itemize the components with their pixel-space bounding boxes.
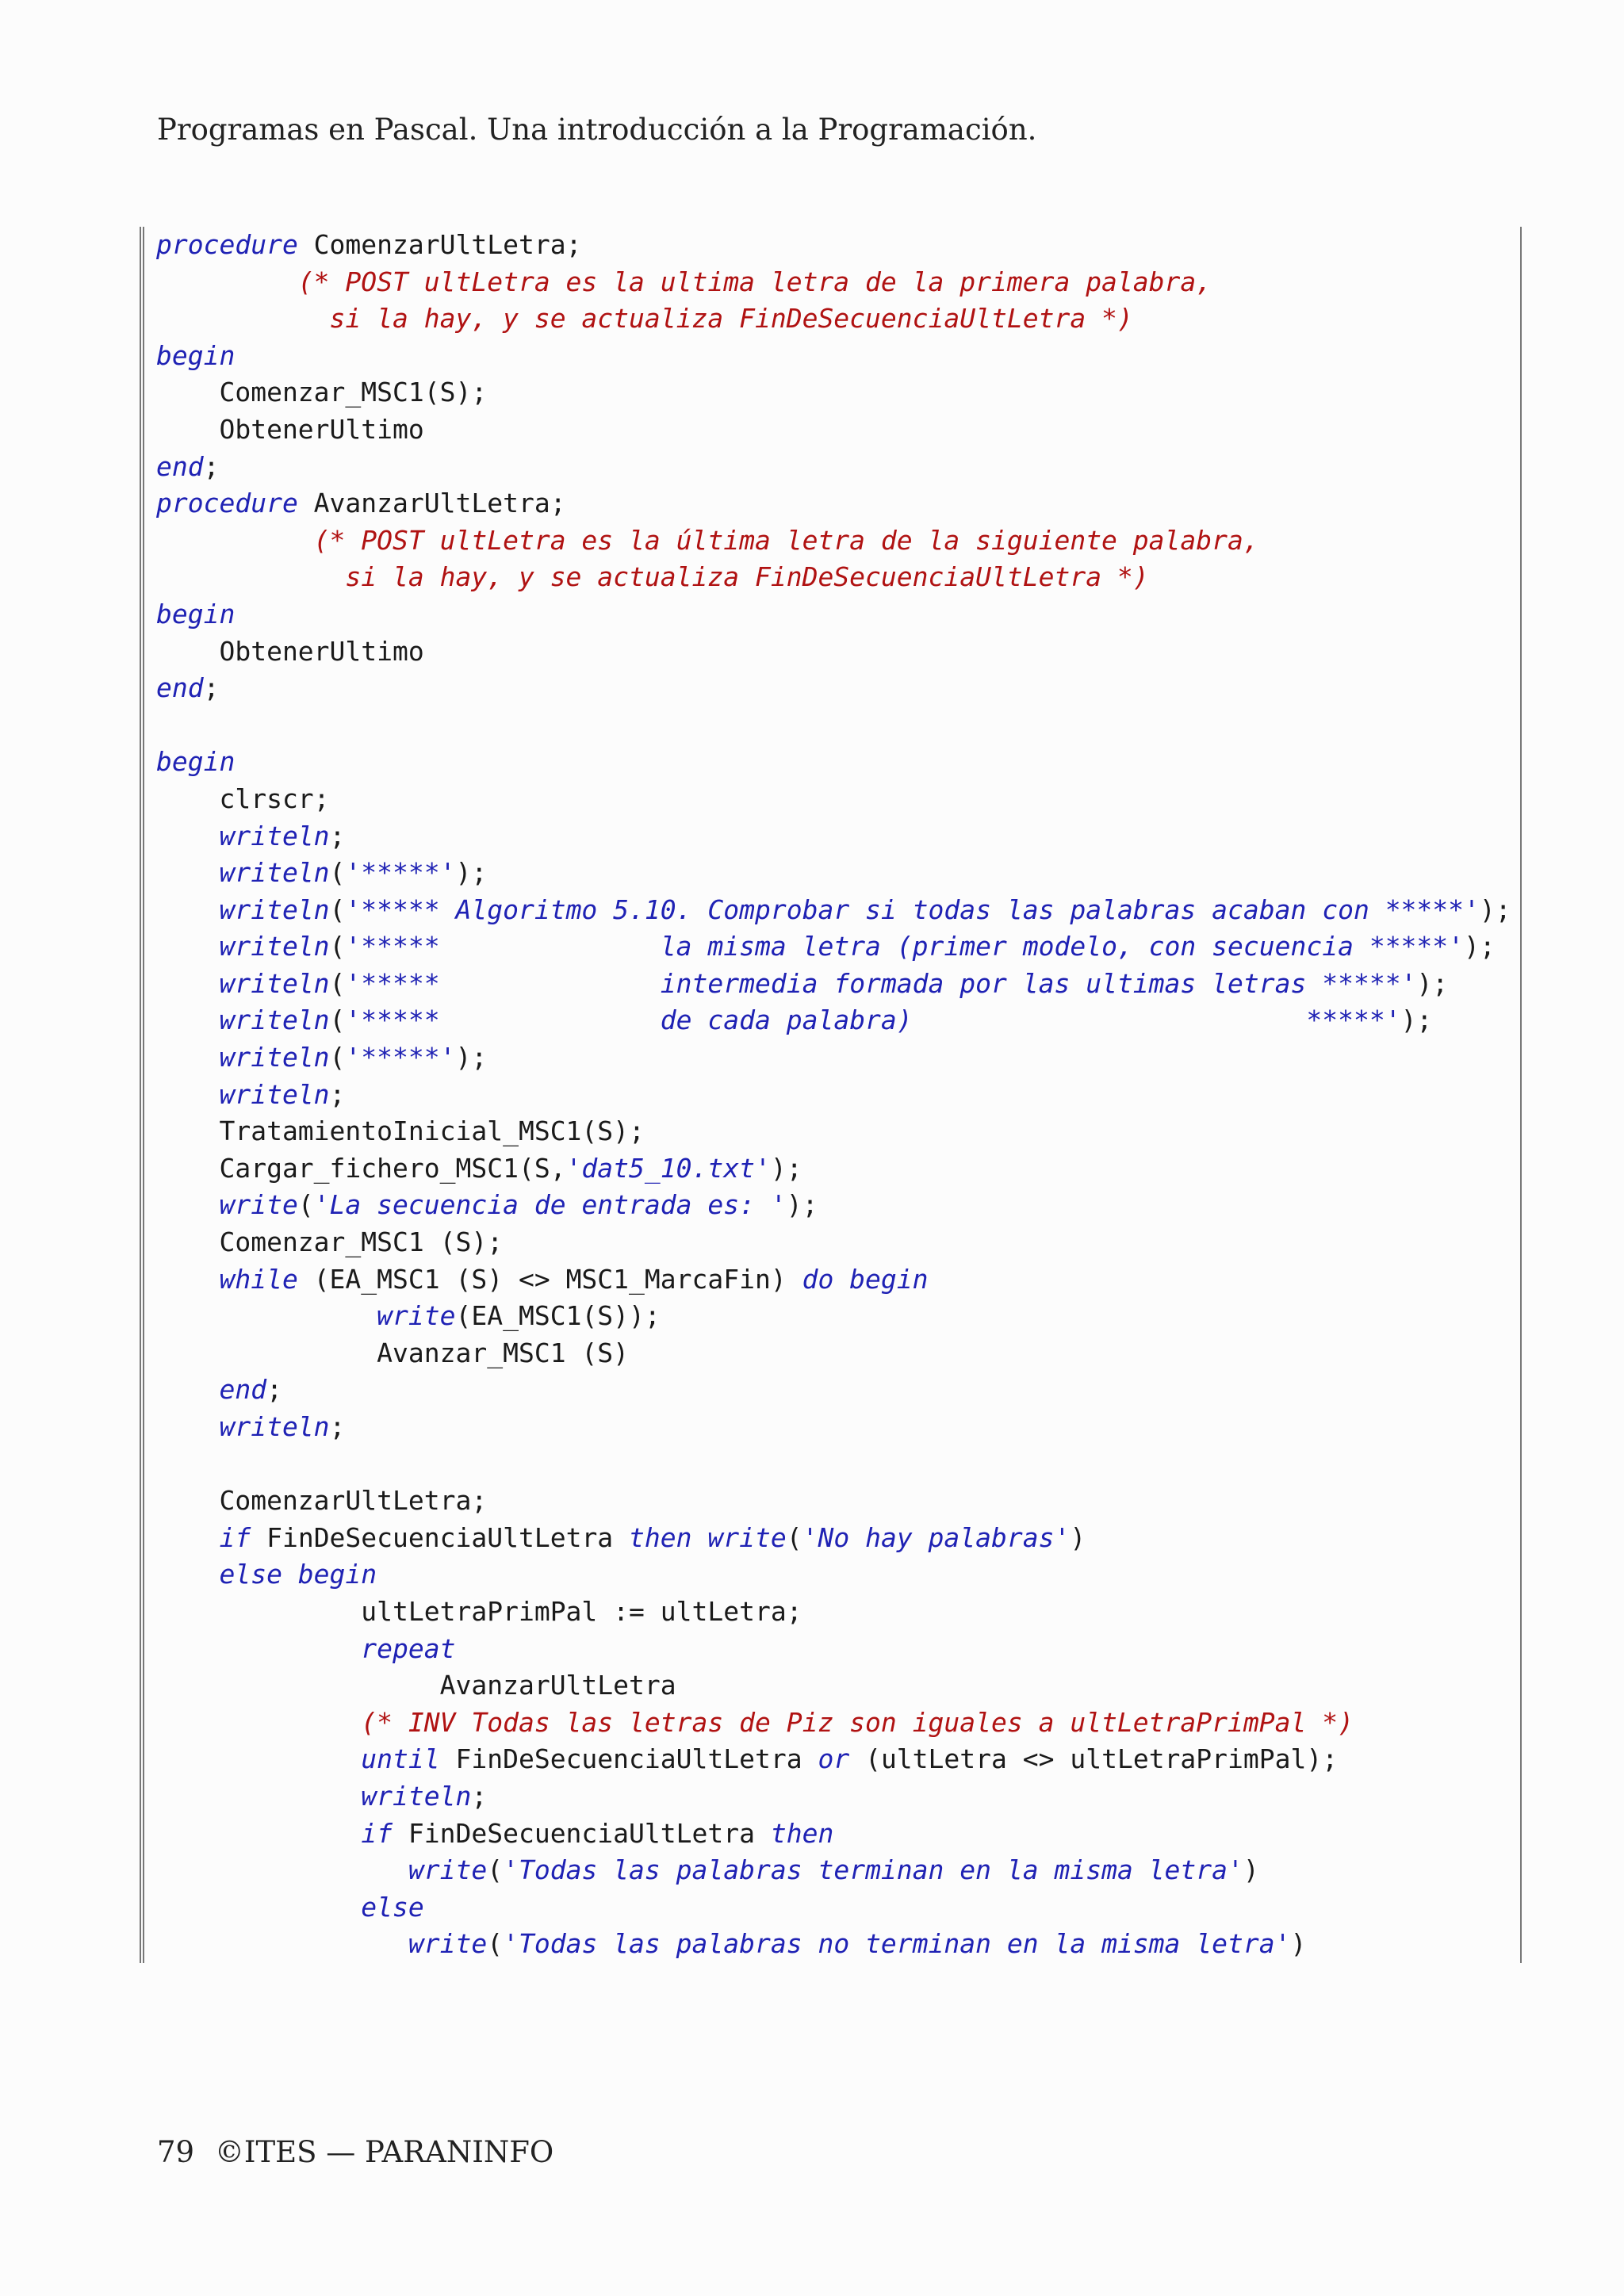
code-text: (EA_MSC1(S));	[455, 1300, 661, 1332]
code-line	[156, 892, 1511, 929]
code-text: Comenzar_MSC1 (S);	[156, 1226, 504, 1258]
code-keyword: begin	[156, 746, 236, 778]
code-string: '*****'	[345, 857, 456, 889]
code-keyword: until	[156, 1743, 440, 1775]
code-text: );	[770, 1152, 802, 1184]
code-line	[156, 781, 1511, 818]
code-keyword: write	[156, 1189, 298, 1221]
code-text: (ultLetra <> ultLetraPrimPal);	[849, 1743, 1339, 1775]
code-line	[156, 264, 1511, 301]
code-keyword: procedure	[156, 229, 298, 260]
code-string: 'Todas las palabras no terminan en la misma letra'	[503, 1928, 1291, 1960]
code-text: );	[455, 1042, 488, 1073]
code-keyword: end	[156, 450, 204, 482]
copyright-notice: ©ITES — PARANINFO	[214, 2135, 554, 2169]
code-text: ;	[266, 1374, 282, 1406]
code-line	[156, 818, 1511, 855]
code-keyword: if	[156, 1521, 251, 1553]
code-line	[156, 1631, 1511, 1668]
code-line	[156, 1889, 1511, 1927]
code-string: '***** Algoritmo 5.10. Comprobar si todas las palabras acaban con *****'	[345, 894, 1480, 925]
code-keyword: end	[156, 1374, 267, 1406]
code-line	[156, 1705, 1511, 1742]
code-line	[156, 1039, 1511, 1077]
code-keyword: end	[156, 672, 204, 704]
code-text: Comenzar_MSC1(S);	[156, 377, 488, 408]
code-keyword: repeat	[156, 1632, 456, 1664]
code-string: '***** intermedia formada por las ultimas letras *****'	[345, 967, 1417, 999]
code-text	[156, 1448, 172, 1479]
code-keyword: write	[156, 1854, 488, 1886]
code-line	[156, 707, 1511, 744]
code-line	[156, 1852, 1511, 1889]
code-text: ;	[329, 820, 346, 851]
code-line	[156, 374, 1511, 411]
code-text: clrscr;	[156, 783, 330, 814]
code-keyword: do begin	[802, 1263, 929, 1295]
code-text: (	[329, 967, 346, 999]
code-keyword: writeln	[156, 820, 330, 851]
code-text: AvanzarUltLetra;	[297, 488, 566, 519]
code-line	[156, 1261, 1511, 1299]
code-line	[156, 559, 1511, 596]
code-text: ;	[471, 1780, 488, 1812]
code-text: (	[329, 857, 346, 889]
code-text: FinDeSecuenciaUltLetra	[251, 1521, 630, 1553]
code-text: (	[329, 931, 346, 962]
code-line	[156, 522, 1511, 560]
code-keyword: write	[156, 1928, 488, 1960]
code-text: )	[1243, 1854, 1259, 1886]
code-text: FinDeSecuenciaUltLetra	[393, 1817, 771, 1849]
code-line	[156, 966, 1511, 1003]
code-keyword: writeln	[156, 1780, 472, 1812]
code-keyword: else	[156, 1891, 424, 1923]
code-text: ;	[329, 1411, 346, 1442]
code-keyword: writeln	[156, 931, 330, 962]
code-keyword: writeln	[156, 1042, 330, 1073]
code-string: 'La secuencia de entrada es: '	[313, 1189, 787, 1221]
code-line	[156, 449, 1511, 486]
code-text: (	[329, 894, 346, 925]
code-text: );	[1416, 967, 1449, 999]
code-keyword: then	[770, 1817, 834, 1849]
code-line	[156, 1483, 1511, 1520]
code-comment: si la hay, y se actualiza FinDeSecuenciaUltLetra *)	[156, 561, 1149, 593]
code-line	[156, 1150, 1511, 1188]
page-number: 79	[157, 2135, 195, 2169]
code-line	[156, 1113, 1511, 1150]
code-comment: si la hay, y se actualiza FinDeSecuenciaUltLetra *)	[156, 303, 1133, 335]
code-listing	[156, 227, 1511, 1963]
code-text: );	[1400, 1004, 1433, 1036]
code-line	[156, 1224, 1511, 1261]
code-string: 'dat5_10.txt'	[565, 1152, 771, 1184]
code-line	[156, 1556, 1511, 1594]
code-line	[156, 1298, 1511, 1335]
code-line	[156, 1409, 1511, 1446]
code-keyword: writeln	[156, 894, 330, 925]
code-keyword: else begin	[156, 1559, 377, 1590]
code-string: '***** la misma letra (primer modelo, con secuencia *****'	[345, 931, 1465, 962]
code-text: ;	[203, 450, 220, 482]
code-string: '***** de cada palabra) *****'	[345, 1004, 1401, 1036]
code-line	[156, 1778, 1511, 1816]
code-text: );	[455, 857, 488, 889]
code-line	[156, 596, 1511, 633]
code-line	[156, 633, 1511, 671]
code-string: 'Todas las palabras terminan en la misma letra'	[503, 1854, 1243, 1886]
code-line	[156, 1446, 1511, 1483]
code-text: );	[1464, 931, 1496, 962]
code-text: (EA_MSC1 (S) <> MSC1_MarcaFin)	[297, 1263, 802, 1295]
code-keyword: writeln	[156, 857, 330, 889]
code-text: ultLetraPrimPal := ultLetra;	[156, 1595, 802, 1627]
code-text: (	[329, 1042, 346, 1073]
code-text	[156, 710, 172, 740]
code-line	[156, 1372, 1511, 1409]
code-text: )	[1290, 1928, 1307, 1960]
code-text: Cargar_fichero_MSC1(S,	[156, 1152, 566, 1184]
code-line	[156, 1187, 1511, 1224]
code-string: '*****'	[345, 1042, 456, 1073]
code-text: ObtenerUltimo	[156, 635, 424, 667]
code-keyword: writeln	[156, 1078, 330, 1110]
code-text: (	[329, 1004, 346, 1036]
code-text: (	[487, 1854, 504, 1886]
code-line	[156, 928, 1511, 966]
page-header: Programas en Pascal. Una introducción a la Programación.	[157, 113, 1037, 147]
code-text: TratamientoInicial_MSC1(S);	[156, 1115, 645, 1147]
code-line	[156, 1594, 1511, 1631]
code-text: FinDeSecuenciaUltLetra	[439, 1743, 818, 1775]
code-line	[156, 1077, 1511, 1114]
code-keyword: write	[156, 1300, 456, 1332]
code-line	[156, 1335, 1511, 1372]
code-keyword: begin	[156, 598, 236, 629]
code-line	[156, 744, 1511, 781]
code-line	[156, 1926, 1511, 1963]
code-keyword: writeln	[156, 967, 330, 999]
code-text: ComenzarUltLetra;	[156, 1485, 488, 1517]
code-line	[156, 1741, 1511, 1778]
code-line	[156, 855, 1511, 892]
code-text: (	[487, 1928, 504, 1960]
code-string: 'No hay palabras'	[802, 1521, 1071, 1553]
page-footer	[157, 2135, 565, 2169]
code-text: AvanzarUltLetra	[156, 1670, 676, 1701]
code-text: );	[786, 1189, 818, 1221]
code-text: (	[297, 1189, 314, 1221]
code-line	[156, 670, 1511, 707]
code-line	[156, 1667, 1511, 1705]
code-line	[156, 300, 1511, 338]
code-text: )	[1070, 1521, 1086, 1553]
code-line	[156, 227, 1511, 264]
code-text: ObtenerUltimo	[156, 413, 424, 445]
code-text: ;	[329, 1078, 346, 1110]
code-line	[156, 411, 1511, 449]
code-keyword: or	[818, 1743, 850, 1775]
code-text: ;	[203, 672, 220, 704]
code-line	[156, 485, 1511, 522]
code-comment: (* INV Todas las letras de Piz son iguales a ultLetraPrimPal *)	[156, 1706, 1354, 1738]
code-line	[156, 1002, 1511, 1039]
code-comment: (* POST ultLetra es la ultima letra de la primera palabra,	[156, 266, 1212, 297]
code-line	[156, 338, 1511, 375]
code-text: Avanzar_MSC1 (S)	[156, 1337, 630, 1368]
code-text: (	[786, 1521, 802, 1553]
code-keyword: while	[156, 1263, 298, 1295]
code-keyword: if	[156, 1817, 393, 1849]
code-comment: (* POST ultLetra es la última letra de la siguiente palabra,	[156, 524, 1259, 556]
code-line	[156, 1520, 1511, 1557]
code-keyword: then write	[629, 1521, 787, 1553]
code-keyword: writeln	[156, 1411, 330, 1442]
code-keyword: begin	[156, 339, 236, 371]
code-text: ComenzarUltLetra;	[297, 229, 582, 260]
code-keyword: writeln	[156, 1004, 330, 1036]
code-line	[156, 1816, 1511, 1853]
code-keyword: procedure	[156, 488, 298, 519]
code-text: );	[1479, 894, 1511, 925]
